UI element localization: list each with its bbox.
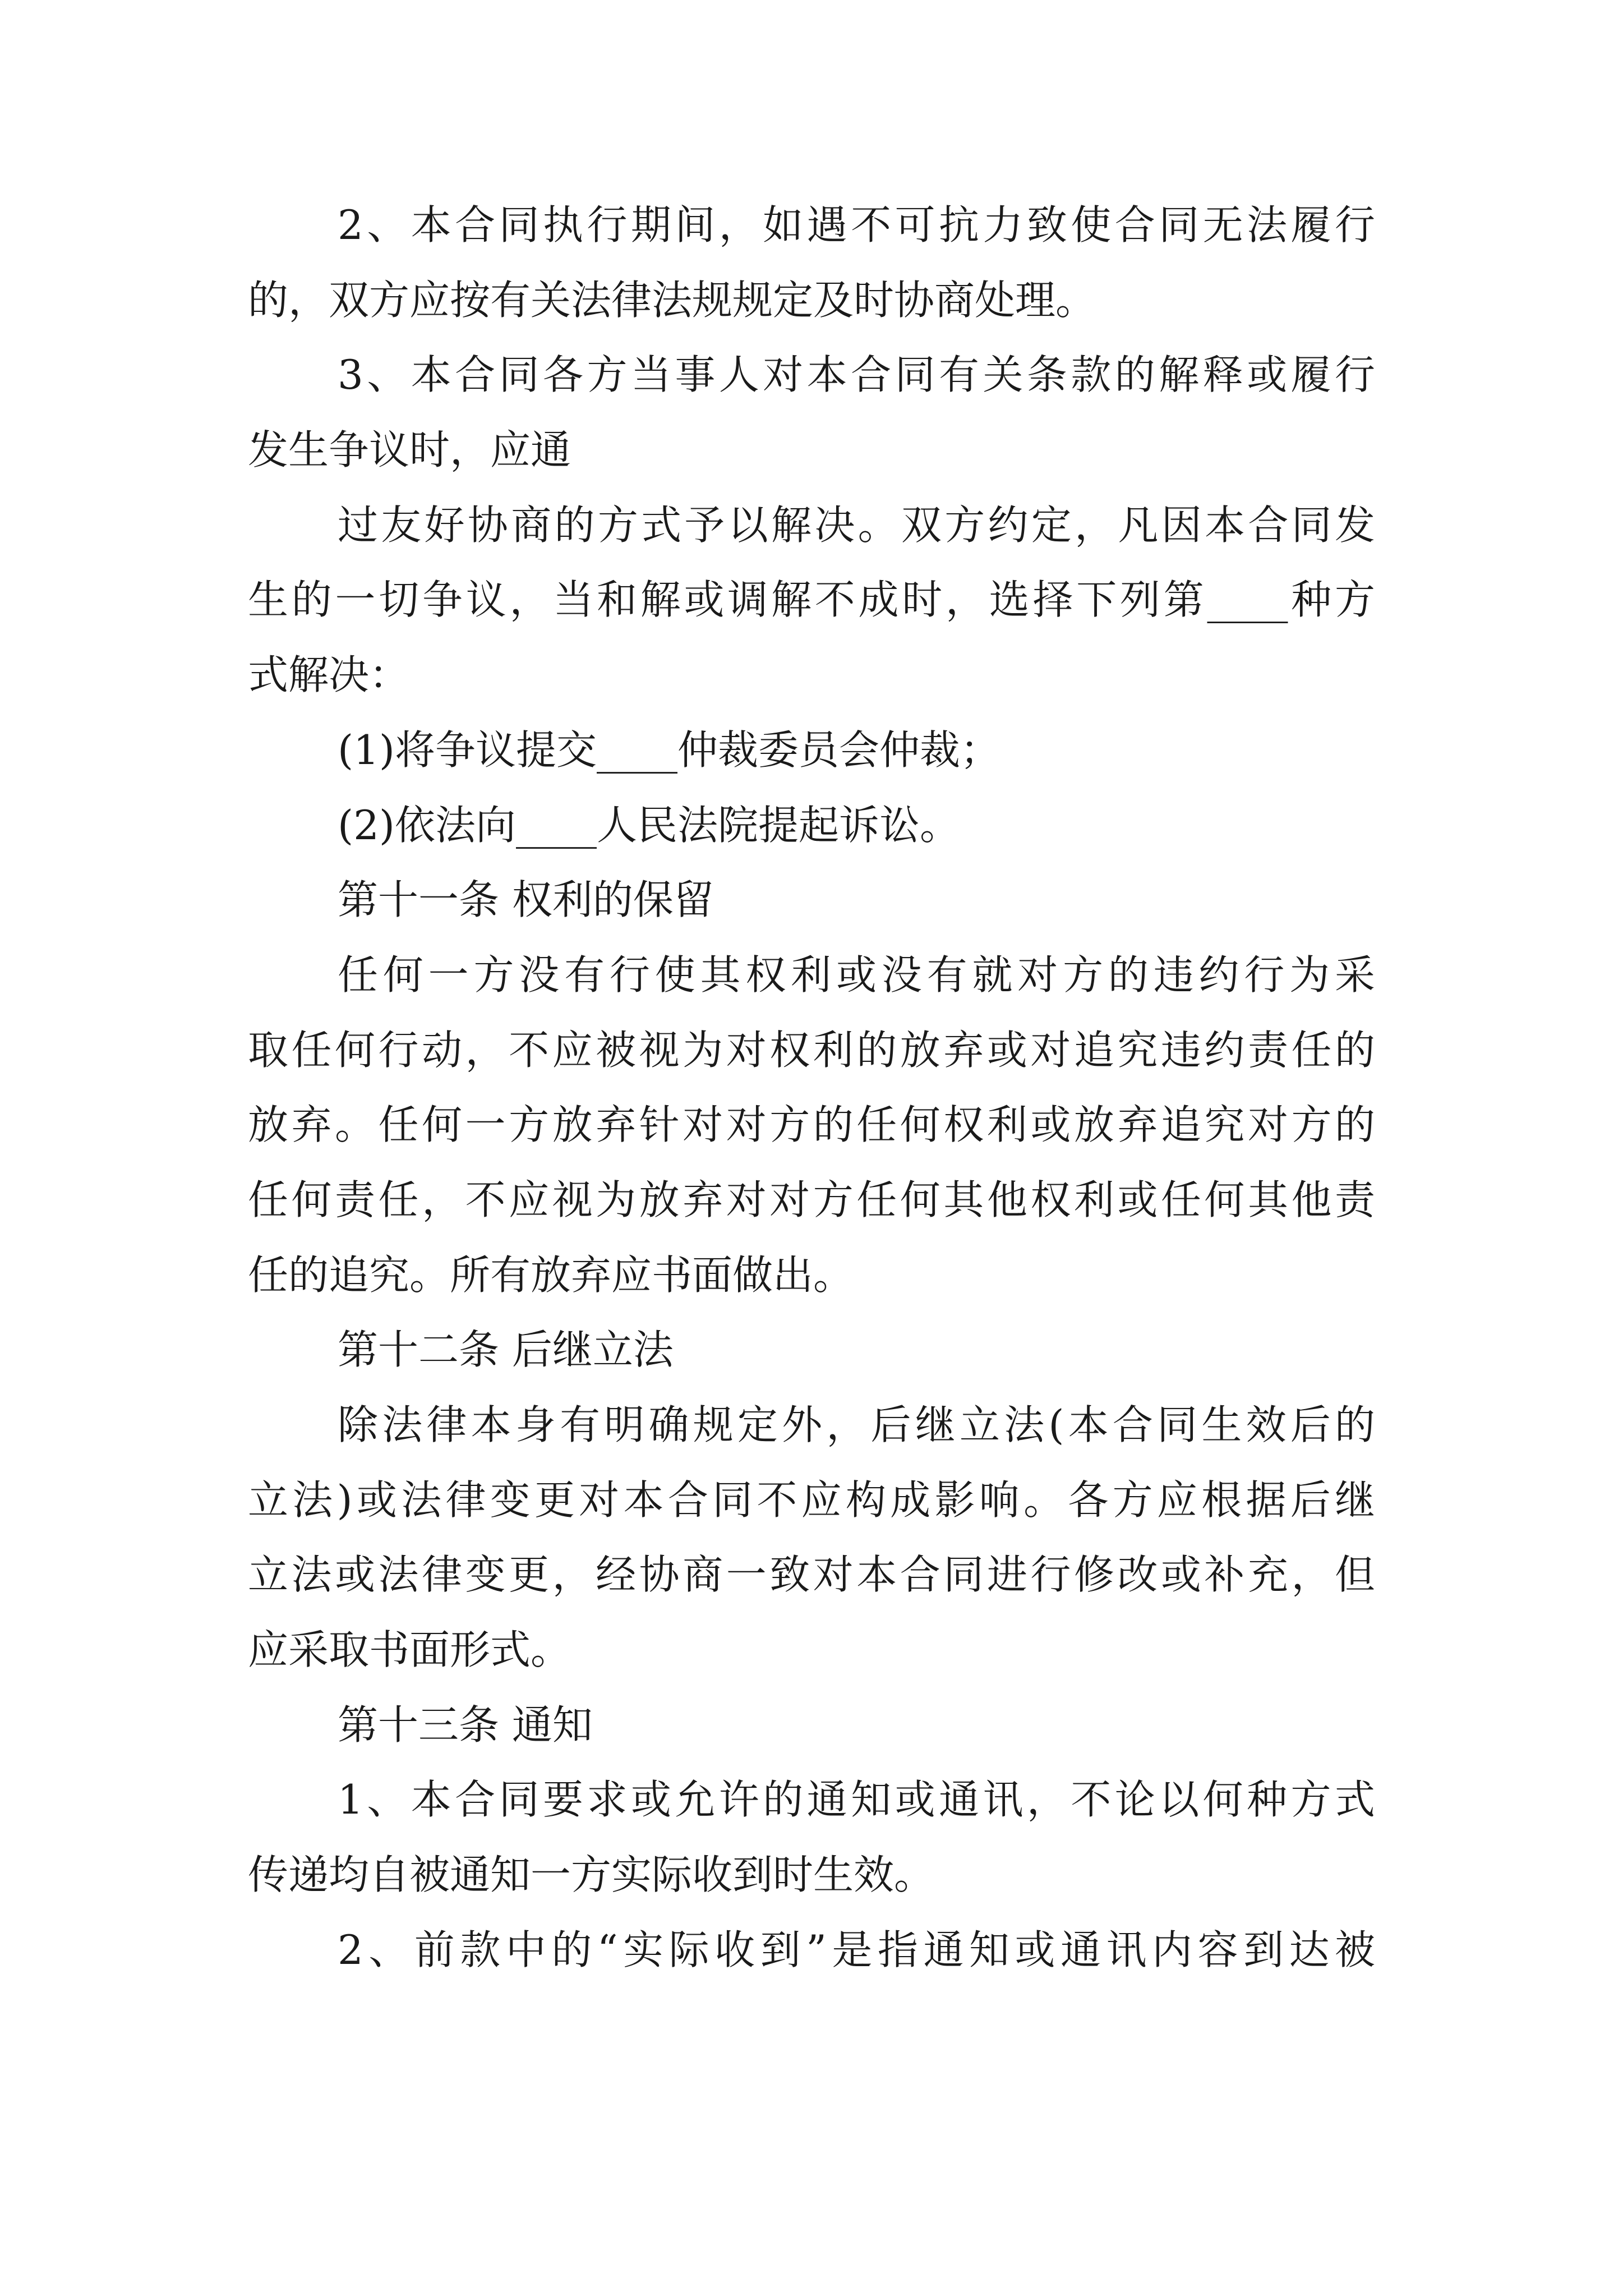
- contract-text-block: [248, 188, 1375, 1988]
- section-heading: 第十三条 通知: [338, 1701, 593, 1749]
- text-line: 任的追究。所有放弃应书面做出。: [248, 1251, 854, 1299]
- text-line: 发生争议时，应通: [248, 426, 571, 474]
- text-line: 传递均自被通知一方实际收到时生效。: [248, 1851, 935, 1899]
- text-line: 任何责任，不应视为放弃对对方任何其他权利或任何其他责: [248, 1176, 1375, 1223]
- text-line: 2、前款中的“实际收到”是指通知或通讯内容到达被: [338, 1926, 1375, 1973]
- text-line: 立法或法律变更，经协商一致对本合同进行修改或补充，但: [248, 1551, 1375, 1599]
- text-line: 放弃。任何一方放弃针对对方的任何权利或放弃追究对方的: [248, 1101, 1375, 1149]
- text-line: 应采取书面形式。: [248, 1626, 571, 1674]
- text-line: 取任何行动，不应被视为对权利的放弃或对追究违约责任的: [248, 1026, 1375, 1074]
- text-line: (1)将争议提交____仲裁委员会仲裁；: [338, 726, 1000, 774]
- section-heading: 第十二条 后继立法: [338, 1326, 674, 1374]
- text-line: 的，双方应按有关法律法规规定及时协商处理。: [248, 276, 1096, 324]
- section-heading: 第十一条 权利的保留: [338, 876, 714, 924]
- text-line: 生的一切争议，当和解或调解不成时，选择下列第____种方: [248, 576, 1375, 624]
- text-line: 过友好协商的方式予以解决。双方约定，凡因本合同发: [338, 501, 1375, 549]
- text-line: 除法律本身有明确规定外，后继立法(本合同生效后的: [338, 1401, 1375, 1448]
- text-line: (2)依法向____人民法院提起诉讼。: [338, 801, 960, 849]
- text-line: 式解决：: [248, 651, 410, 699]
- text-line: 1、本合同要求或允许的通知或通讯，不论以何种方式: [338, 1776, 1375, 1824]
- text-line: 2、本合同执行期间，如遇不可抗力致使合同无法履行: [338, 201, 1375, 249]
- text-line: 立法)或法律变更对本合同不应构成影响。各方应根据后继: [248, 1476, 1375, 1524]
- text-line: 3、本合同各方当事人对本合同有关条款的解释或履行: [338, 351, 1375, 399]
- text-line: 任何一方没有行使其权利或没有就对方的违约行为采: [338, 951, 1375, 999]
